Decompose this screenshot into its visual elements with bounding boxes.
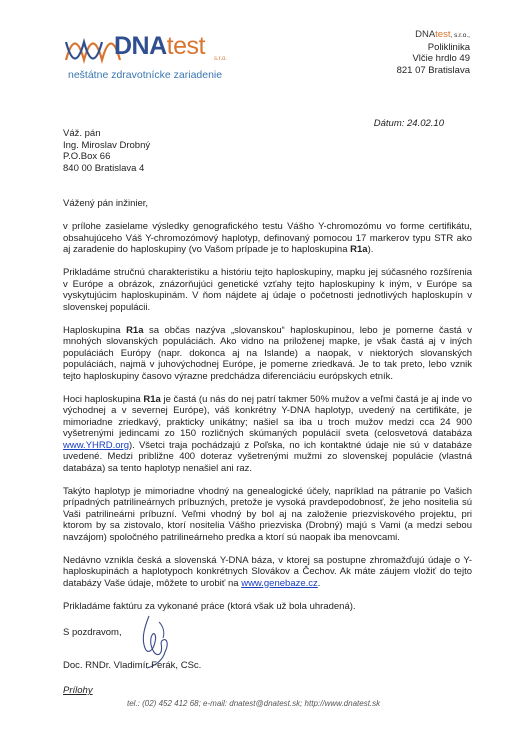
recipient-address	[63, 128, 150, 175]
p3-haplogroup: R1a	[126, 324, 144, 336]
paragraph-7: Prikladáme faktúru za vykonané práce (ktorá však už bola uhradená).	[63, 600, 356, 612]
paragraph-4	[63, 394, 472, 475]
logo-dna-text: DNA	[114, 32, 167, 60]
p1-text-a: v prílohe zasielame výsledky genografického testu Vášho Y-chromozómu vo forme certifikátu, obsahujúceho Váš Y-chromozómový haplotyp, definovaný pomocou 17 markerov typu STR ako aj zaradenie do haploskupiny (vo Vašom prípade je to haploskupina	[63, 221, 472, 255]
recipient-line2: Ing. Miroslav Drobný	[63, 139, 151, 151]
genebaze-link[interactable]: www.genebaze.cz	[241, 577, 318, 589]
logo-subtitle: neštátne zdravotnícke zariadenie	[68, 69, 223, 81]
company-brand-a: DNA	[415, 29, 436, 40]
company-sro: , s.r.o.,	[450, 32, 470, 39]
p1-haplogroup: R1a	[350, 244, 368, 255]
company-line2: Poliklinika	[427, 41, 470, 53]
recipient-line1: Váž. pán	[63, 128, 101, 139]
p1-text-c: ).	[367, 244, 374, 255]
p6-text-a: Nedávno vznikla česká a slovenská Y-DNA báza, v ktorej sa postupne zhromažďujú údaje o Y-haploskupinách a haplotypoch konkrétnych Slovákov a Čechov. Ak máte záujem vložiť do tejto databázy Vaše údaje, môžete to urobiť na	[63, 554, 472, 589]
company-line4: 821 07 Bratislava	[396, 64, 470, 76]
p3-text-c: sa občas nazýva „slovanskou“ haploskupinou, lebo je pomerne častá v mnohých slovanských populáciách. Ako vidno na priloženej mapke, je však častá aj v iných populáciách Európy (napr. dokonca aj na Islande) a naopak, v niektorých slovanských populáciách, najmä v juhovýchodnej Európe, je pomerne zriedkavá. Je to tak preto, lebo vznik tejto haploskupiny časovo výrazne predchádza diferenciáciu európskych etník.	[63, 324, 472, 382]
p6-text-b: .	[317, 577, 321, 589]
letter-date: Dátum: 24.02.10	[373, 118, 444, 129]
recipient-line4: 840 00 Bratislava 4	[63, 163, 145, 175]
yhrd-link[interactable]: www.YHRD.org	[63, 439, 129, 451]
p4-haplogroup: R1a	[143, 393, 161, 405]
p4-text-c: je častá (u nás do nej patrí takmer 50% mužov a veľmi častá je aj inde vo východnej a v severnej Európe), váš konkrétny Y-DNA haplotyp, uvedený na certifikáte, je mimoriadne zriedkavý, prakticky unikátny; našiel sa iba u troch mužov medzi cca 24 900 vyšetrenými jedincami zo 150 rozličných skúmaných populácií sveta (celosvetová databáza	[63, 393, 472, 439]
p4-text-d: ). Všetci traja pochádzajú z Poľska, no ich kontaktné údaje nie sú v databáze uvedené. Medzi približne 400 doteraz vyšetrenými mužmi zo slovenskej populácie (vlastná databáza) sa tento haplotyp nenašiel ani raz.	[63, 439, 472, 474]
logo-wordmark	[114, 32, 205, 61]
company-address	[397, 29, 470, 76]
logo-sro: s.r.o.	[214, 56, 228, 62]
p3-text-a: Haploskupina	[63, 324, 127, 336]
paragraph-2: Prikladáme stručnú charakteristiku a históriu tejto haploskupiny, mapku jej súčasného rozšírenia v Európe a obrázok, znázorňujúci genetické vzťahy tejto haploskupiny k iným, v Európe sa vyskytujúcim haploskupinám. V ňom nájdete aj údaje o početnosti jednotlivých haploskupín v slovenskej populácii.	[63, 267, 472, 313]
company-line3: Vlčie hrdlo 49	[412, 53, 470, 64]
letter-body	[63, 198, 472, 624]
signer-name: Doc. RNDr. Vladimír Ferák, CSc.	[63, 660, 202, 671]
company-logo	[64, 28, 244, 86]
paragraph-3	[63, 325, 472, 383]
paragraph-6	[63, 555, 472, 590]
footer-contact: tel.: (02) 452 412 68; e-mail: dnatest@dnatest.sk; http://www.dnatest.sk	[127, 699, 381, 708]
greeting: Vážený pán inžinier,	[63, 198, 149, 209]
paragraph-5: Takýto haplotyp je mimoriadne vhodný na genealogické účely, napríklad na pátranie po Vašich prípadných patrilineárnych príbuzných, pretože je vysoká pravdepodobnosť, že jeho nositelia sú Vaši patrilineárni príbuzní. Veľmi vhodný by bol aj na založenie priezviskového projektu, pri ktorom by sa zistovalo, ktorí nositelia Vášho priezviska (Drobný) majú s Vami (a medzi sebou navzájom) spoločného patrilineárneho predka a ktorí sú naopak iba menovcami.	[63, 485, 472, 543]
logo-test-text: test	[166, 32, 205, 60]
p4-text-a: Hoci haploskupina	[63, 393, 144, 405]
company-brand-b: test	[435, 29, 451, 40]
closing: S pozdravom,	[63, 627, 122, 638]
paragraph-1	[63, 221, 472, 256]
company-name	[397, 29, 470, 42]
attachments-label: Prílohy	[63, 685, 93, 696]
recipient-line3: P.O.Box 66	[63, 151, 111, 163]
